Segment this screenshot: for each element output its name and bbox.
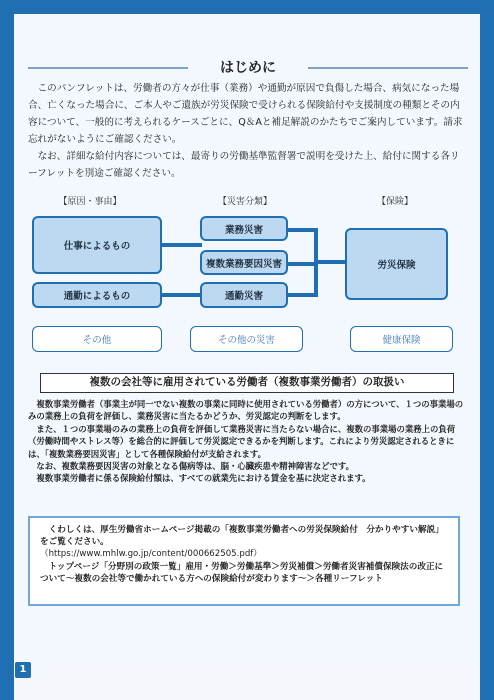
page-title: はじめに: [220, 60, 276, 76]
insurance-rousai-box: 労災保険: [345, 228, 448, 300]
info-line-2: トップページ「分野別の政策一覧」雇用・労働＞労働基準＞労災補償＞労働者災害補償保険法の改正について～複数の会社等で働かれている方への保険給付が変わります～＞各種リーフレット: [40, 561, 444, 584]
section-body: [28, 398, 468, 485]
other-cause-box: その他: [32, 326, 162, 352]
column-label-cause: 【原因・事由】: [58, 197, 122, 207]
page-number-badge: 1: [15, 662, 31, 678]
info-line-1: くわしくは、厚生労働省ホームページ掲載の「複数事業労働者への労災保険給付 分かりやすい解説」をご覧ください。: [40, 525, 444, 548]
connector-work-to-disaster: [160, 243, 202, 247]
health-insurance-box: 健康保険: [350, 326, 453, 352]
info-url[interactable]: （https://www.mhlw.go.jp/content/000662505.pdf）: [40, 549, 262, 560]
column-label-disaster: 【災害分類】: [217, 197, 272, 207]
connector-to-insurance: [314, 260, 346, 264]
connector-work-disaster-out: [287, 228, 317, 232]
section-paragraph-2: また、１つの事業場のみの業務上の負荷を評価して業務災害に当たらない場合に、複数の事業場の業務上の負荷（労働時間やストレス等）を総合的に評価して労災認定できるかを判断します。これにより労災認定されるときには、「複数業務要因災害」として各種保険給付が支給されます。: [28, 423, 456, 459]
section-paragraph-1: 複数事業労働者（事業主が同一でない複数の事業に同時に使用されている労働者）の方について、１つの事業場のみの業務上の負荷を評価し、業務災害に当たるかどうか、労災認定の判断をします。: [28, 399, 464, 422]
intro-paragraph-1: このパンフレットは、労働者の方々が仕事（業務）や通勤が原因で負傷した場合、病気になった場合、亡くなった場合に、ご本人やご遺族が労災保険で受けられる保険給付や支援制度の種類とその内容について、一般的に考えられるケースごとに、Q＆Aと補足解説のかたちでご案内しています。請求忘れがないようにご確認ください。: [28, 83, 463, 145]
connector-commute-disaster-out: [287, 293, 317, 297]
connector-multi-disaster-out: [287, 262, 317, 266]
disaster-commute-box: 通勤災害: [200, 282, 288, 308]
section-paragraph-4: 複数事業労働者に係る保険給付額は、すべての就業先における賃金を基に決定されます。: [36, 473, 371, 484]
cause-work-box: 仕事によるもの: [32, 216, 162, 274]
connector-commute-to-disaster: [160, 293, 202, 297]
other-disaster-box: その他の災害: [190, 326, 303, 352]
cause-commute-box: 通勤によるもの: [32, 282, 162, 308]
info-box: [28, 516, 460, 606]
section-heading: 複数の会社等に雇用されている労働者（複数事業労働者）の取扱い: [40, 373, 454, 393]
intro-paragraph-2: なお、詳細な給付内容については、最寄りの労働基準監督署で説明を受けた上、給付に関する各リーフレットを別途ご確認ください。: [28, 151, 460, 179]
disaster-multi-box: 複数業務要因災害: [200, 250, 288, 275]
section-paragraph-3: なお、複数業務要因災害の対象となる傷病等は、脳・心臓疾患や精神障害などです。: [36, 461, 354, 472]
column-label-insurance: 【保険】: [376, 197, 413, 207]
disaster-work-box: 業務災害: [200, 216, 288, 241]
